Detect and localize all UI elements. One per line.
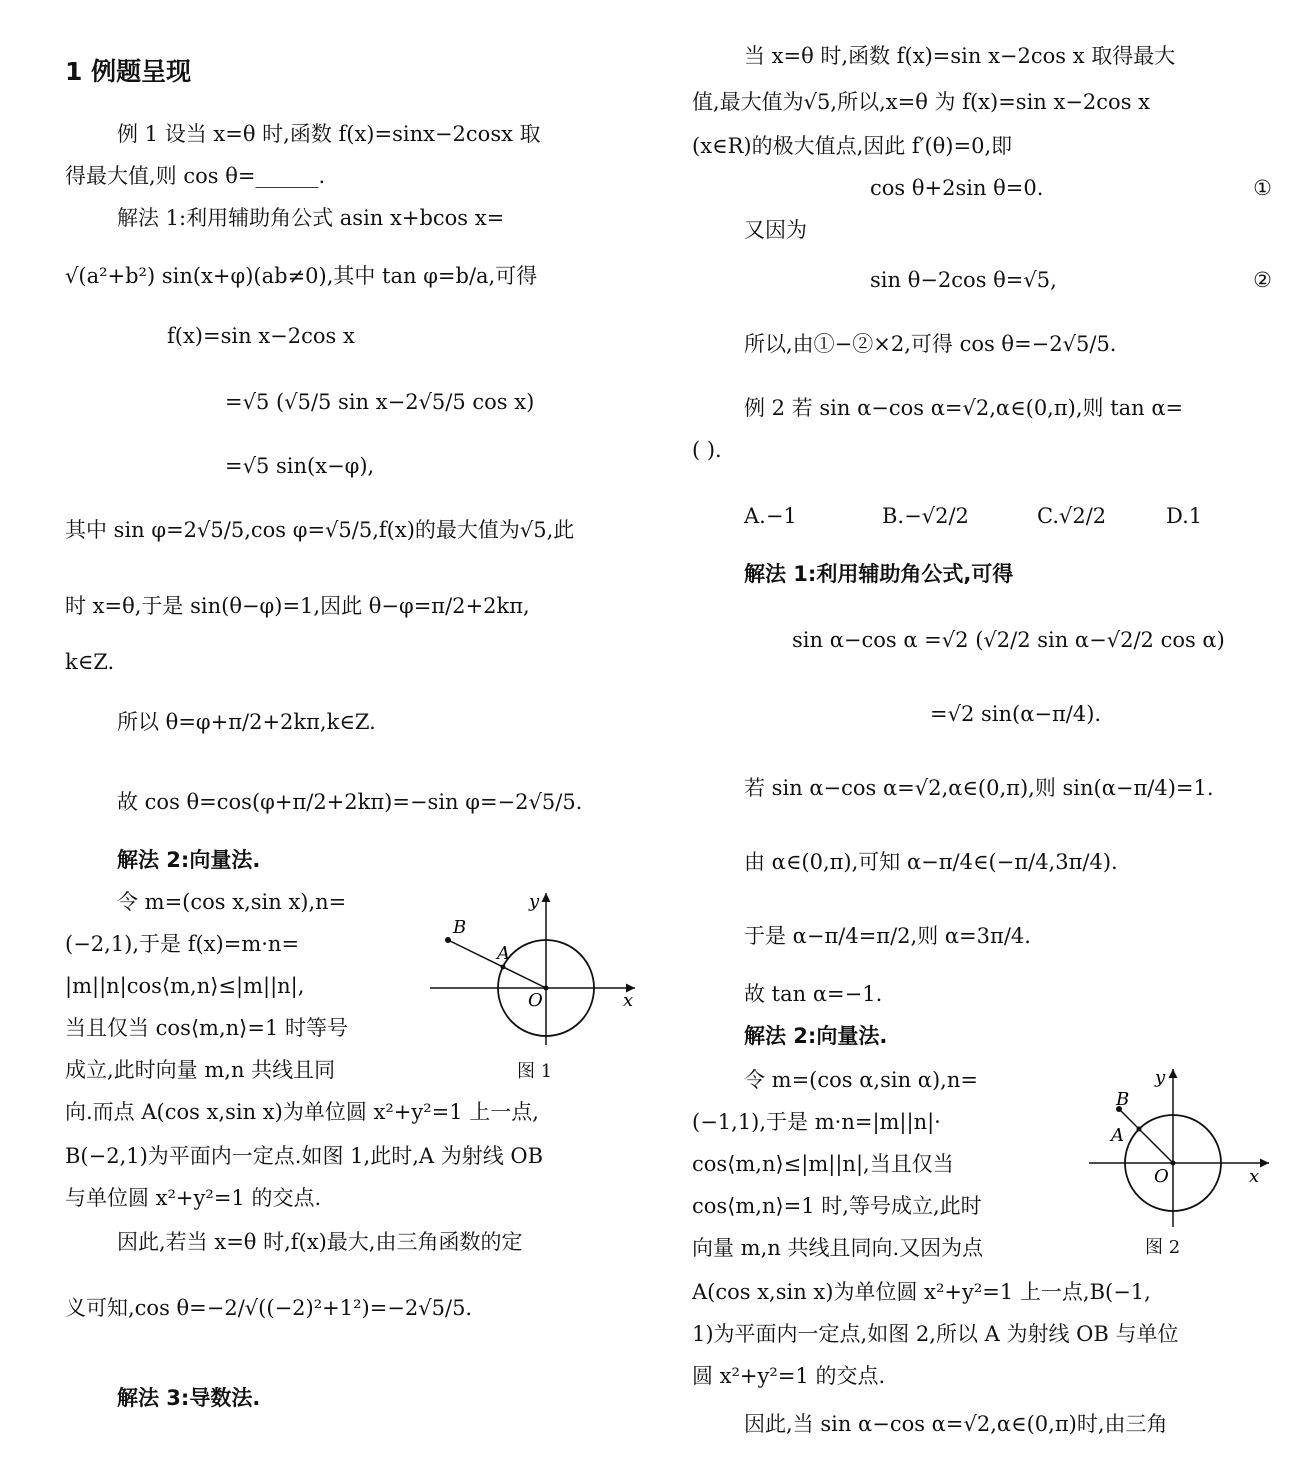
method1-line8: k∈Z. [65, 650, 115, 674]
figure-1 [425, 885, 645, 1082]
choice-d: D.1 [1166, 504, 1203, 528]
equation-1: cos θ+2sin θ=0. [870, 176, 1044, 200]
figure-1-diagram [425, 885, 645, 1050]
section-heading: 1 例题呈现 [65, 57, 192, 86]
method1-line9: 所以 θ=φ+π/2+2kπ,k∈Z. [117, 710, 376, 734]
choice-a: A.−1 [744, 504, 797, 528]
label-a: A [497, 943, 510, 964]
method1-eq1: f(x)=sin x−2cos x [167, 324, 355, 348]
method1-eq3: =√5 sin(x−φ), [225, 454, 375, 478]
point-a [1137, 1127, 1142, 1132]
ray-ob [1119, 1109, 1173, 1163]
ex2-method2-line6: A(cos x,sin x)为单位圆 x²+y²=1 上一点,B(−1, [692, 1280, 1151, 1304]
point-b [445, 937, 451, 943]
figure-2-caption: 图 2 [1145, 1237, 1181, 1258]
method1-line7: 时 x=θ,于是 sin(θ−φ)=1,因此 θ−φ=π/2+2kπ, [65, 594, 530, 618]
ex2-method2-line1: 令 m=(cos α,sin α),n= [744, 1068, 978, 1092]
method3-title: 解法 3:导数法. [117, 1386, 261, 1410]
point-a [501, 965, 506, 970]
ex2-method1-line7: 故 tan α=−1. [744, 982, 883, 1006]
label-y: y [529, 891, 540, 912]
choice-c: C.√2/2 [1037, 504, 1107, 528]
label-x: x [1249, 1166, 1260, 1187]
ex2-method2-line5: 向量 m,n 共线且同向.又因为点 [692, 1236, 984, 1260]
ex2-method1-line5: 由 α∈(0,π),可知 α−π/4∈(−π/4,3π/4). [744, 850, 1118, 874]
example1-line1: 例 1 设当 x=θ 时,函数 f(x)=sinx−2cosx 取 [117, 122, 541, 146]
ex2-method2-line9: 因此,当 sin α−cos α=√2,α∈(0,π)时,由三角 [744, 1412, 1168, 1436]
method2-line5: 成立,此时向量 m,n 共线且同 [65, 1058, 336, 1082]
ex2-method2-line8: 圆 x²+y²=1 的交点. [692, 1364, 886, 1388]
label-y: y [1155, 1067, 1166, 1088]
figure-1-caption: 图 1 [517, 1061, 553, 1082]
method1-line10: 故 cos θ=cos(φ+π/2+2kπ)=−sin φ=−2√5/5. [117, 790, 583, 814]
method2-line3: |m||n|cos⟨m,n⟩≤|m||n|, [65, 974, 305, 998]
ex2-method2-title: 解法 2:向量法. [744, 1024, 888, 1048]
choice-b: B.−√2/2 [882, 504, 969, 528]
method3-line3: (x∈R)的极大值点,因此 f′(θ)=0,即 [692, 134, 1013, 158]
ex2-method1-line4: 若 sin α−cos α=√2,α∈(0,π),则 sin(α−π/4)=1. [744, 776, 1214, 800]
method1-title: 解法 1:利用辅助角公式 asin x+bcos x= [117, 206, 505, 230]
method3-line5: 又因为 [744, 218, 807, 242]
method2-line10: 义可知,cos θ=−2/√((−2)²+1²)=−2√5/5. [65, 1296, 473, 1320]
method3-line1: 当 x=θ 时,函数 f(x)=sin x−2cos x 取得最大 [744, 44, 1176, 68]
method1-eq2: =√5 (√5/5 sin x−2√5/5 cos x) [225, 390, 535, 414]
equation-2-number: ② [1253, 268, 1272, 292]
figure-2-diagram [1087, 1065, 1272, 1230]
method2-line8: 与单位圆 x²+y²=1 的交点. [65, 1186, 322, 1210]
ex2-method2-line7: 1)为平面内一定点,如图 2,所以 A 为射线 OB 与单位 [692, 1322, 1179, 1346]
method1-line2: √(a²+b²) sin(x+φ)(ab≠0),其中 tan φ=b/a,可得 [65, 264, 538, 288]
example2-line1: 例 2 若 sin α−cos α=√2,α∈(0,π),则 tan α= [744, 396, 1184, 420]
example1-line2: 得最大值,则 cos θ=______. [65, 164, 326, 188]
ex2-method1-line6: 于是 α−π/4=π/2,则 α=3π/4. [744, 924, 1031, 948]
ex2-method1-eq2: =√2 sin(α−π/4). [930, 702, 1102, 726]
figure-2 [1087, 1065, 1272, 1258]
equation-1-number: ① [1253, 176, 1272, 200]
method3-line2: 值,最大值为√5,所以,x=θ 为 f(x)=sin x−2cos x [692, 90, 1150, 114]
ex2-method1-eq1: sin α−cos α =√2 (√2/2 sin α−√2/2 cos α) [792, 628, 1225, 652]
method2-line7: B(−2,1)为平面内一定点.如图 1,此时,A 为射线 OB [65, 1144, 544, 1168]
method2-line4: 当且仅当 cos⟨m,n⟩=1 时等号 [65, 1016, 348, 1040]
point-o [1171, 1161, 1176, 1166]
method2-line1: 令 m=(cos x,sin x),n= [117, 890, 347, 914]
label-a: A [1111, 1125, 1124, 1146]
label-o: O [528, 990, 543, 1011]
ex2-method2-line4: cos⟨m,n⟩=1 时,等号成立,此时 [692, 1194, 982, 1218]
point-o [544, 986, 549, 991]
label-b: B [1116, 1089, 1130, 1110]
method1-line6: 其中 sin φ=2√5/5,cos φ=√5/5,f(x)的最大值为√5,此 [65, 518, 575, 542]
example2-line2: ( ). [692, 438, 722, 462]
method2-line9: 因此,若当 x=θ 时,f(x)最大,由三角函数的定 [117, 1230, 523, 1254]
ex2-method2-line2: (−1,1),于是 m·n=|m||n|· [692, 1110, 941, 1134]
method3-line7: 所以,由①−②×2,可得 cos θ=−2√5/5. [744, 332, 1117, 356]
equation-2: sin θ−2cos θ=√5, [870, 268, 1057, 292]
label-x: x [623, 990, 634, 1011]
method2-line6: 向.而点 A(cos x,sin x)为单位圆 x²+y²=1 上一点, [65, 1100, 539, 1124]
method2-line2: (−2,1),于是 f(x)=m·n= [65, 932, 300, 956]
label-b: B [453, 917, 467, 938]
method2-title: 解法 2:向量法. [117, 848, 261, 872]
label-o: O [1154, 1166, 1169, 1187]
ex2-method2-line3: cos⟨m,n⟩≤|m||n|,当且仅当 [692, 1152, 954, 1176]
ex2-method1-title: 解法 1:利用辅助角公式,可得 [744, 562, 1014, 586]
